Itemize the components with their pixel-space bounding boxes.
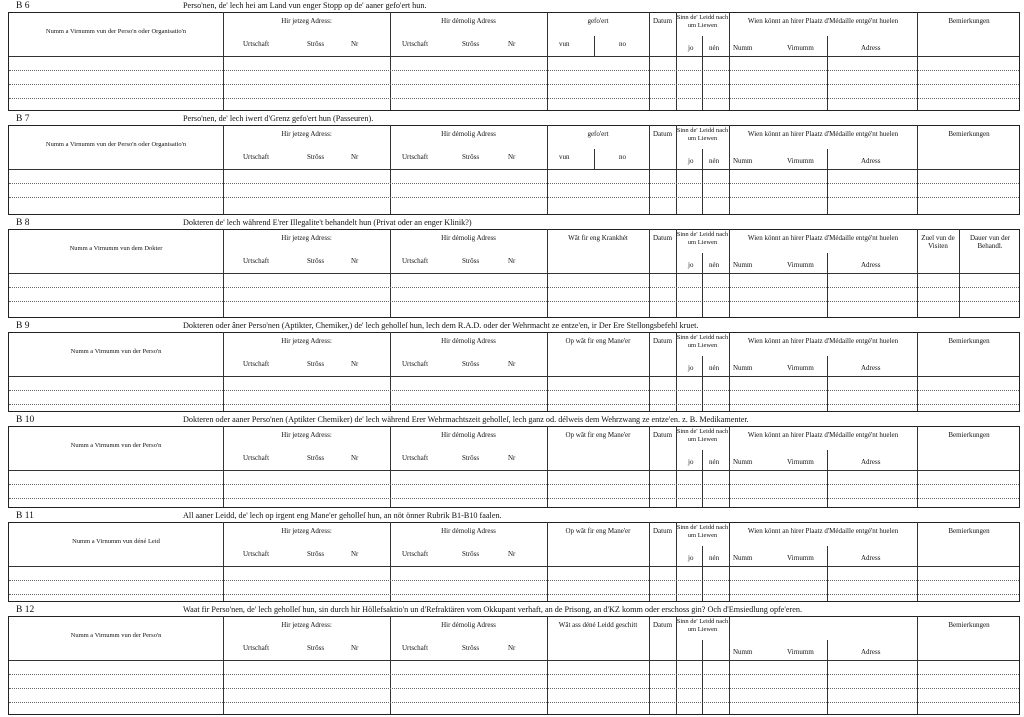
current-nr-label: Nr bbox=[351, 153, 359, 161]
recipient-name-label: Numm bbox=[733, 44, 753, 52]
recipient-firstname-label: Virnumm bbox=[787, 458, 814, 466]
subcolumn-divider bbox=[702, 149, 703, 214]
no-label: nén bbox=[709, 364, 720, 372]
former-address-header: Hir démolig Adress bbox=[441, 130, 496, 138]
current-nr-label: Nr bbox=[351, 550, 359, 558]
duration-column-header: Dauer vun der Behandl. bbox=[969, 234, 1011, 250]
medal-recipient-header: Wien könnt an hirer Plaatz d'Médaille entgé'nt huelen bbox=[747, 17, 899, 25]
header-bottom-line bbox=[9, 56, 1019, 57]
section-code: B 10 bbox=[16, 415, 35, 425]
section-b10 bbox=[8, 414, 1020, 509]
detail-column-header: Wât ass déné Leidd geschitt bbox=[558, 621, 638, 629]
entry-line bbox=[9, 674, 1019, 675]
name-column-header: Numm a Virnumm vun der Perso'n oder Organisatio'n bbox=[45, 141, 187, 148]
section-title: Dokteren de' lech während E'rer Illegalite't behandelt hun (Privat oder an enger Klinik?) bbox=[183, 218, 472, 227]
current-street-label: Strôss bbox=[307, 644, 325, 652]
current-street-label: Strôss bbox=[307, 40, 325, 48]
recipient-name-label: Numm bbox=[733, 157, 753, 165]
alive-column-header: Sinn de' Leidd nach um Liewen bbox=[676, 524, 729, 539]
former-town-label: Urtschaft bbox=[402, 360, 429, 368]
section-b9 bbox=[8, 320, 1020, 413]
former-nr-label: Nr bbox=[508, 153, 516, 161]
column-divider bbox=[917, 12, 918, 110]
subcolumn-divider bbox=[827, 149, 828, 214]
alive-column-header: Sinn de' Leidd nach um Liewen bbox=[676, 334, 729, 349]
date-column-header: Datum bbox=[652, 130, 673, 138]
yes-label: jo bbox=[688, 364, 694, 372]
section-table bbox=[8, 332, 1020, 412]
entry-line bbox=[9, 498, 1019, 499]
section-table bbox=[8, 616, 1020, 715]
former-address-header: Hir démolig Adress bbox=[441, 621, 496, 629]
name-column-header: Numm a Virnumm vun der Perso'n bbox=[70, 348, 162, 355]
current-street-label: Strôss bbox=[307, 360, 325, 368]
medal-recipient-header: Wien könnt an hirer Plaatz d'Médaille entgé'nt huelen bbox=[747, 527, 899, 535]
section-table bbox=[8, 522, 1020, 602]
entry-line bbox=[9, 594, 1019, 595]
to-label: no bbox=[619, 40, 626, 48]
recipient-firstname-label: Virnumm bbox=[787, 44, 814, 52]
recipient-name-label: Numm bbox=[733, 261, 753, 269]
subcolumn-divider bbox=[827, 450, 828, 507]
recipient-firstname-label: Virnumm bbox=[787, 157, 814, 165]
former-street-label: Strôss bbox=[462, 257, 480, 265]
subcolumn-divider bbox=[702, 253, 703, 317]
former-address-header: Hir démolig Adress bbox=[441, 337, 496, 345]
medal-recipient-header: Wien könnt an hirer Plaatz d'Médaille entgé'nt huelen bbox=[747, 431, 899, 439]
former-address-header: Hir démolig Adress bbox=[441, 431, 496, 439]
recipient-address-label: Adress bbox=[861, 261, 881, 269]
subcolumn-divider bbox=[827, 546, 828, 601]
entry-line bbox=[9, 702, 1019, 703]
name-column-header: Numm a Virnumm vun der Perso'n bbox=[70, 632, 162, 639]
section-code: B 11 bbox=[16, 511, 34, 521]
entry-line bbox=[9, 580, 1019, 581]
subcolumn-divider bbox=[702, 36, 703, 110]
column-divider bbox=[917, 616, 918, 714]
entry-line bbox=[9, 287, 1019, 288]
former-street-label: Strôss bbox=[462, 153, 480, 161]
visits-column-header: Zuel vun de Visiten bbox=[921, 234, 955, 250]
yes-label: jo bbox=[688, 554, 694, 562]
former-nr-label: Nr bbox=[508, 257, 516, 265]
former-town-label: Urtschaft bbox=[402, 644, 429, 652]
former-nr-label: Nr bbox=[508, 40, 516, 48]
detail-column-header: Wât fir eng Krankhét bbox=[568, 234, 628, 242]
entry-line bbox=[9, 484, 1019, 485]
yes-label: jo bbox=[688, 261, 694, 269]
header-bottom-line bbox=[9, 470, 1019, 471]
section-table bbox=[8, 12, 1020, 111]
subcolumn-divider bbox=[702, 450, 703, 507]
former-street-label: Strôss bbox=[462, 550, 480, 558]
name-column-header: Numm a Virnumm vun der Perso'n bbox=[70, 442, 162, 449]
section-b6 bbox=[8, 0, 1020, 112]
former-nr-label: Nr bbox=[508, 550, 516, 558]
detail-column-header: Op wât fir eng Mane'er bbox=[565, 337, 631, 345]
recipient-firstname-label: Virnumm bbox=[787, 648, 814, 656]
date-column-header: Datum bbox=[652, 234, 673, 242]
former-town-label: Urtschaft bbox=[402, 40, 429, 48]
column-divider bbox=[390, 616, 391, 714]
header-bottom-line bbox=[9, 376, 1019, 377]
section-table bbox=[8, 125, 1020, 215]
entry-line bbox=[9, 390, 1019, 391]
current-nr-label: Nr bbox=[351, 40, 359, 48]
former-address-header: Hir démolig Adress bbox=[441, 17, 496, 25]
current-town-label: Urtschaft bbox=[243, 550, 270, 558]
current-street-label: Strôss bbox=[307, 153, 325, 161]
no-label: nén bbox=[709, 554, 720, 562]
column-divider bbox=[729, 12, 730, 110]
section-code: B 8 bbox=[16, 218, 30, 228]
section-table bbox=[8, 426, 1020, 508]
entry-line bbox=[9, 183, 1019, 184]
current-address-header: Hir jetzeg Adress: bbox=[281, 337, 332, 345]
current-address-header: Hir jetzeg Adress: bbox=[281, 431, 332, 439]
recipient-firstname-label: Virnumm bbox=[787, 554, 814, 562]
former-nr-label: Nr bbox=[508, 360, 516, 368]
current-town-label: Urtschaft bbox=[243, 454, 270, 462]
date-column-header: Datum bbox=[652, 17, 673, 25]
yes-label: jo bbox=[688, 157, 694, 165]
current-town-label: Urtschaft bbox=[243, 257, 270, 265]
current-nr-label: Nr bbox=[351, 454, 359, 462]
subcolumn-divider bbox=[827, 356, 828, 411]
column-divider bbox=[223, 616, 224, 714]
recipient-name-label: Numm bbox=[733, 458, 753, 466]
remarks-column-header: Bemierkungen bbox=[948, 17, 990, 25]
remarks-column-header: Bemierkungen bbox=[948, 337, 990, 345]
subcolumn-divider bbox=[702, 356, 703, 411]
section-title: Perso'nen, de' lech hei am Land vun enger Stopp op de' aaner gefo'ert hun. bbox=[183, 1, 427, 10]
date-column-header: Datum bbox=[652, 527, 673, 535]
current-nr-label: Nr bbox=[351, 257, 359, 265]
remarks-column-header: Bemierkungen bbox=[948, 130, 990, 138]
remarks-column-header: Bemierkungen bbox=[948, 621, 990, 629]
alive-column-header: Sinn de' Leidd nach um Liewen bbox=[676, 14, 729, 29]
column-divider bbox=[547, 12, 548, 110]
alive-column-header: Sinn de' Leidd nach um Liewen bbox=[676, 127, 729, 142]
column-divider bbox=[223, 12, 224, 110]
current-street-label: Strôss bbox=[307, 454, 325, 462]
entry-line bbox=[9, 98, 1019, 99]
current-address-header: Hir jetzeg Adress: bbox=[281, 234, 332, 242]
to-label: no bbox=[619, 153, 626, 161]
column-divider bbox=[547, 616, 548, 714]
column-divider bbox=[390, 12, 391, 110]
current-town-label: Urtschaft bbox=[243, 360, 270, 368]
former-street-label: Strôss bbox=[462, 360, 480, 368]
former-town-label: Urtschaft bbox=[402, 550, 429, 558]
subcolumn-divider bbox=[594, 149, 595, 169]
section-title: Dokteren oder âner Perso'nen (Aptikter, Chemiker,) de' lech geholleſ hun, lech dem R.A.D. oder der Wehrmacht ze entze'en, ir Der Ere Stellongsbefehl kruet. bbox=[183, 321, 699, 330]
section-code: B 6 bbox=[16, 1, 30, 11]
alive-column-header: Sinn de' Leidd nach um Liewen bbox=[676, 231, 729, 246]
header-bottom-line bbox=[9, 660, 1019, 661]
date-column-header: Datum bbox=[652, 337, 673, 345]
column-divider bbox=[649, 12, 650, 110]
detail-column-header: Op wât fir eng Mane'er bbox=[565, 527, 631, 535]
former-nr-label: Nr bbox=[508, 454, 516, 462]
entry-line bbox=[9, 84, 1019, 85]
section-b11 bbox=[8, 510, 1020, 603]
recipient-name-label: Numm bbox=[733, 648, 753, 656]
current-nr-label: Nr bbox=[351, 644, 359, 652]
current-nr-label: Nr bbox=[351, 360, 359, 368]
entry-line bbox=[9, 688, 1019, 689]
no-label: nén bbox=[709, 157, 720, 165]
recipient-address-label: Adress bbox=[861, 44, 881, 52]
current-town-label: Urtschaft bbox=[243, 40, 270, 48]
name-column-header: Numm a Virnumm vun dem Dokter bbox=[69, 245, 163, 252]
entry-line bbox=[9, 404, 1019, 405]
section-title: Dokteren oder aaner Perso'nen (Aptikter Chemiker) de' lech während Erer Wehrmachtszeit geholleſ, lech ganz od. délweis dem Wehrzwang ze entze'en. z. B. Medikamenter. bbox=[183, 415, 749, 424]
column-divider bbox=[649, 616, 650, 714]
alive-column-header: Sinn de' Leidd nach um Liewen bbox=[676, 618, 729, 633]
detail-column-header: gefo'ert bbox=[587, 130, 609, 138]
medal-recipient-header: Wien könnt an hirer Plaatz d'Médaille entgé'nt huelen bbox=[747, 234, 899, 242]
detail-column-header: Op wât fir eng Mane'er bbox=[565, 431, 631, 439]
column-divider bbox=[729, 616, 730, 714]
recipient-address-label: Adress bbox=[861, 157, 881, 165]
entry-line bbox=[9, 197, 1019, 198]
current-address-header: Hir jetzeg Adress: bbox=[281, 130, 332, 138]
medal-recipient-header: Wien könnt an hirer Plaatz d'Médaille entgé'nt huelen bbox=[747, 130, 899, 138]
former-street-label: Strôss bbox=[462, 454, 480, 462]
current-address-header: Hir jetzeg Adress: bbox=[281, 527, 332, 535]
recipient-firstname-label: Virnumm bbox=[787, 364, 814, 372]
section-b12 bbox=[8, 604, 1020, 716]
former-street-label: Strôss bbox=[462, 40, 480, 48]
former-town-label: Urtschaft bbox=[402, 153, 429, 161]
from-label: vun bbox=[559, 153, 570, 161]
current-street-label: Strôss bbox=[307, 550, 325, 558]
section-title: Perso'nen, de' lech iwert d'Grenz gefo'ert hun (Passeuren). bbox=[183, 114, 374, 123]
recipient-firstname-label: Virnumm bbox=[787, 261, 814, 269]
remarks-column-header: Bemierkungen bbox=[948, 527, 990, 535]
recipient-name-label: Numm bbox=[733, 554, 753, 562]
section-table bbox=[8, 229, 1020, 318]
date-column-header: Datum bbox=[652, 431, 673, 439]
entry-line bbox=[9, 70, 1019, 71]
section-title: All aaner Leidd, de' lech op irgent eng Mane'er geholleſ hun, an nöt önner Rubrik B1-B10 faalen. bbox=[183, 511, 502, 520]
subcolumn-divider bbox=[702, 546, 703, 601]
section-b7 bbox=[8, 113, 1020, 216]
from-label: vun bbox=[559, 40, 570, 48]
no-label: nén bbox=[709, 458, 720, 466]
subcolumn-divider bbox=[594, 36, 595, 56]
yes-label: jo bbox=[688, 458, 694, 466]
recipient-address-label: Adress bbox=[861, 648, 881, 656]
remarks-column-header: Bemierkungen bbox=[948, 431, 990, 439]
current-address-header: Hir jetzeg Adress: bbox=[281, 17, 332, 25]
former-address-header: Hir démolig Adress bbox=[441, 234, 496, 242]
current-street-label: Strôss bbox=[307, 257, 325, 265]
alive-column-header: Sinn de' Leidd nach um Liewen bbox=[676, 428, 729, 443]
header-bottom-line bbox=[9, 169, 1019, 170]
name-column-header: Numm a Virnumm vun der Perso'n oder Organisatio'n bbox=[45, 28, 187, 35]
recipient-address-label: Adress bbox=[861, 458, 881, 466]
section-code: B 7 bbox=[16, 114, 30, 124]
detail-column-header: gefo'ert bbox=[587, 17, 609, 25]
former-town-label: Urtschaft bbox=[402, 454, 429, 462]
former-town-label: Urtschaft bbox=[402, 257, 429, 265]
former-nr-label: Nr bbox=[508, 644, 516, 652]
recipient-address-label: Adress bbox=[861, 554, 881, 562]
header-bottom-line bbox=[9, 566, 1019, 567]
medal-recipient-header: Wien könnt an hirer Plaatz d'Médaille entgé'nt huelen bbox=[747, 337, 899, 345]
subcolumn-divider bbox=[827, 253, 828, 317]
recipient-name-label: Numm bbox=[733, 364, 753, 372]
section-title: Waat fir Perso'nen, de' lech geholleſ hun, sin durch hir Höllefsaktio'n un d'Refraktären vom Okkupant verhaft, an de Prisong, an d'KZ komm oder erschoss gin? Och d'Emsiedlung opfe'eren. bbox=[183, 605, 803, 614]
current-town-label: Urtschaft bbox=[243, 153, 270, 161]
section-code: B 9 bbox=[16, 321, 30, 331]
subcolumn-divider bbox=[827, 640, 828, 714]
no-label: nén bbox=[709, 261, 720, 269]
former-street-label: Strôss bbox=[462, 644, 480, 652]
yes-label: jo bbox=[688, 44, 694, 52]
no-label: nén bbox=[709, 44, 720, 52]
section-code: B 12 bbox=[16, 605, 35, 615]
current-address-header: Hir jetzeg Adress: bbox=[281, 621, 332, 629]
entry-line bbox=[9, 301, 1019, 302]
name-column-header: Numm a Virnumm vun déné Leid bbox=[72, 538, 160, 545]
subcolumn-divider bbox=[827, 36, 828, 110]
section-b8 bbox=[8, 217, 1020, 319]
subcolumn-divider bbox=[702, 640, 703, 714]
recipient-address-label: Adress bbox=[861, 364, 881, 372]
header-bottom-line bbox=[9, 273, 1019, 274]
date-column-header: Datum bbox=[652, 621, 673, 629]
current-town-label: Urtschaft bbox=[243, 644, 270, 652]
former-address-header: Hir démolig Adress bbox=[441, 527, 496, 535]
